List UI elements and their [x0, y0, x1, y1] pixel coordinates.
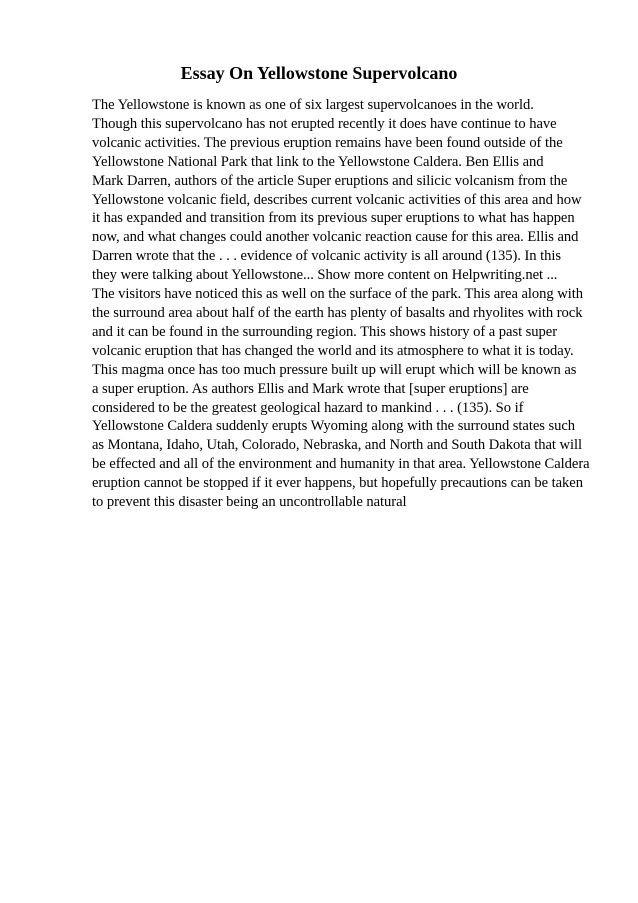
essay-line-3: volcanic activities. The previous eruption remains have been found outside of the [92, 134, 563, 151]
essay-line-1: The Yellowstone is known as one of six largest supervolcanoes in the world. [92, 97, 534, 113]
essay-line-15: This magma once has too much pressure built up will erupt which will be known as [92, 361, 577, 378]
essay-body [92, 96, 602, 512]
essay-line-20: be effected and all of the environment and humanity in that area. Yellowstone Caldera [92, 456, 590, 473]
essay-line-4: Yellowstone National Park that link to the Yellowstone Caldera. Ben Ellis and [92, 153, 544, 170]
essay-line-6: Yellowstone volcanic field, describes current volcanic activities of this area and how [92, 191, 582, 208]
essay-line-18: Yellowstone Caldera suddenly erupts Wyoming along with the surround states such [92, 418, 576, 435]
document-title: Essay On Yellowstone Supervolcano [180, 63, 458, 83]
essay-line-10: they were talking about Yellowstone... Show more content on Helpwriting.net ... [92, 267, 558, 284]
essay-line-8: now, and what changes could another volcanic reaction cause for this area. Ellis and [92, 229, 579, 246]
essay-line-11: The visitors have noticed this as well on the surface of the park. This area along with [92, 286, 584, 303]
essay-line-21: eruption cannot be stopped if it ever happens, but hopefully precautions can be taken [92, 475, 583, 492]
essay-line-14: volcanic eruption that has changed the world and its atmosphere to what it is today. [92, 342, 574, 359]
essay-line-17: considered to be the greatest geological hazard to mankind . . . (135). So if [92, 399, 524, 416]
essay-line-5: Mark Darren, authors of the article Super eruptions and silicic volcanism from the [92, 172, 568, 189]
essay-line-13: and it can be found in the surrounding region. This shows history of a past super [92, 323, 558, 340]
essay-line-12: the surround area about half of the earth has plenty of basalts and rhyolites with rock [92, 304, 583, 321]
essay-line-9: Darren wrote that the . . . evidence of volcanic activity is all around (135). In this [92, 248, 562, 265]
essay-line-22: to prevent this disaster being an uncontrollable natural [92, 494, 407, 511]
essay-line-2: Though this supervolcano has not erupted recently it does have continue to have [92, 115, 557, 132]
essay-line-16: a super eruption. As authors Ellis and Mark wrote that [super eruptions] are [92, 380, 529, 397]
essay-line-7: it has expanded and transition from its previous super eruptions to what has happen [92, 210, 575, 227]
essay-line-19: as Montana, Idaho, Utah, Colorado, Nebraska, and North and South Dakota that will [92, 437, 583, 454]
